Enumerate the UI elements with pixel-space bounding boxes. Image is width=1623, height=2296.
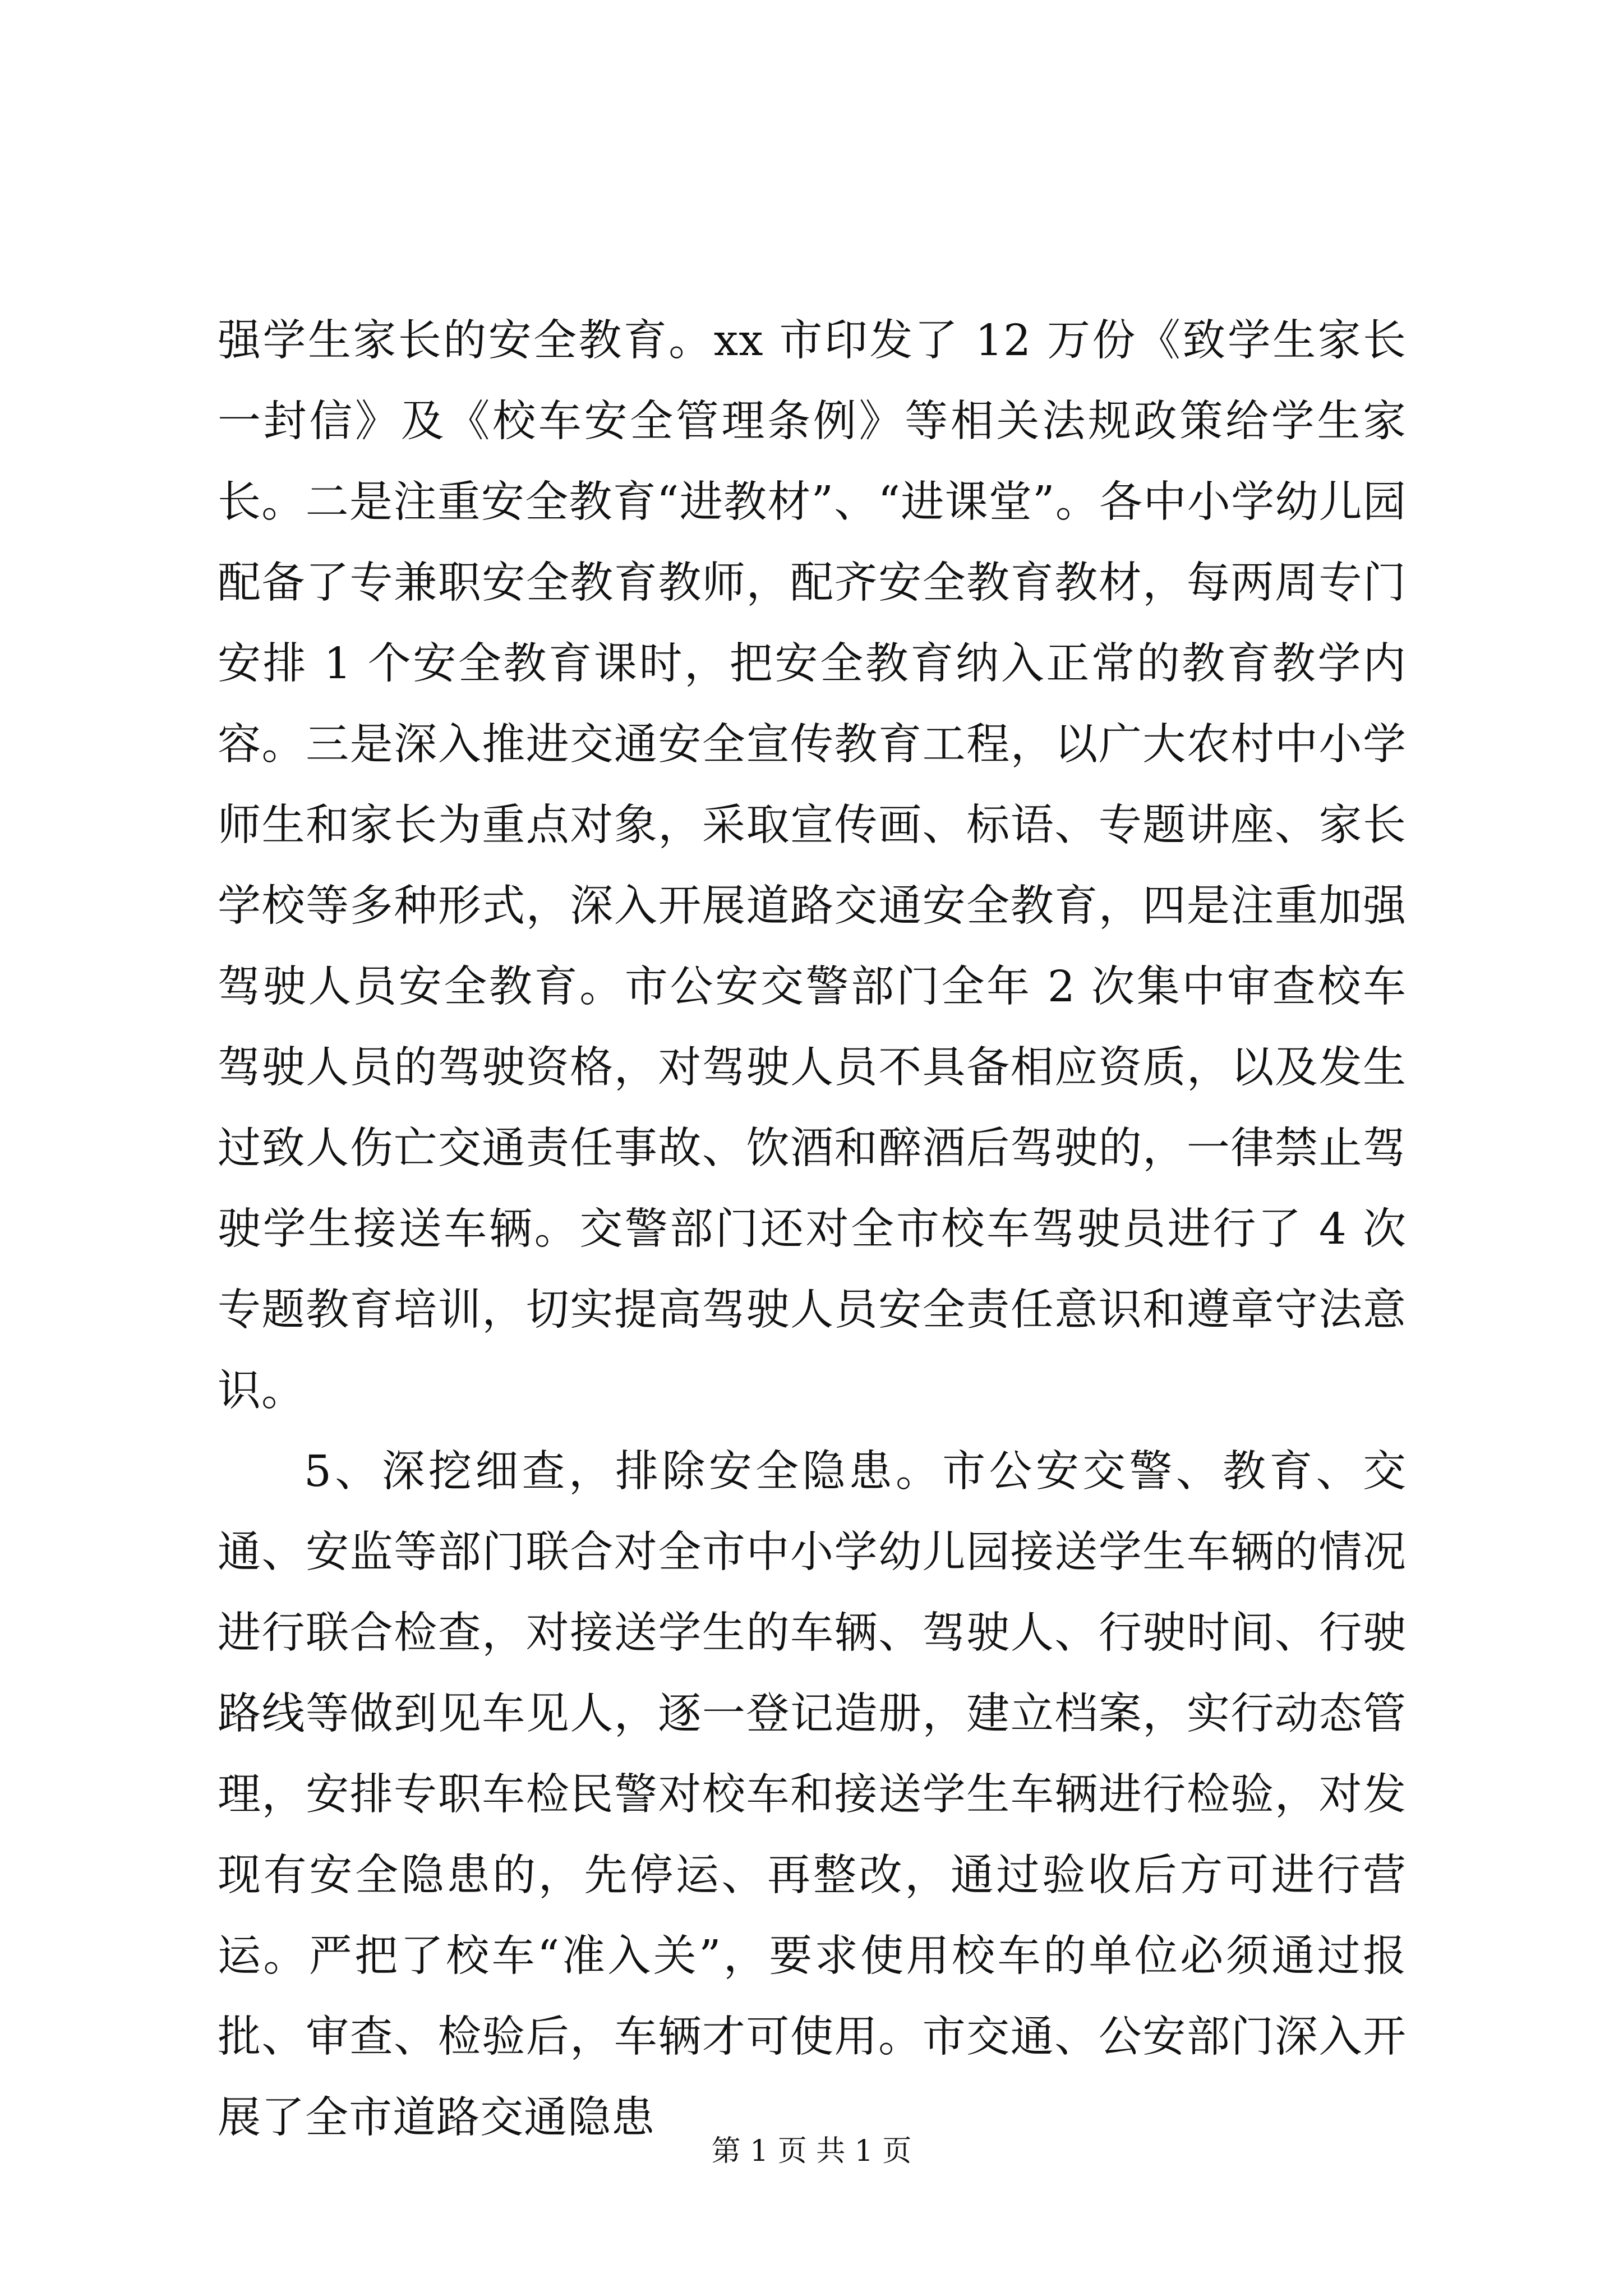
paragraph-2: 5、深挖细查，排除安全隐患。市公安交警、教育、交通、安监等部门联合对全市中小学幼儿园接送学生车辆的情况进行联合检查，对接送学生的车辆、驾驶人、行驶时间、行驶路线等做到见车见人，逐一登记造册，建立档案，实行动态管理，安排专职车检民警对校车和接送学生车辆进行检验，对发现有安全隐患的，先停运、再整改，通过验收后方可进行营运。严把了校车“准入关”，要求使用校车的单位必须通过报批、审查、检验后，车辆才可使用。市交通、公安部门深入开展了全市道路交通隐患 (218, 1447, 1407, 2143)
page-footer: 第 1 页 共 1 页 (711, 2134, 912, 2168)
document-body (218, 301, 1407, 2159)
paragraph-1: 强学生家长的安全教育。xx 市印发了 12 万份《致学生家长一封信》及《校车安全管理条例》等相关法规政策给学生家长。二是注重安全教育“进教材”、“进课堂”。各中小学幼儿园配备了专兼职安全教育教师，配齐安全教育教材，每两周专门安排 1 个安全教育课时，把安全教育纳入正常的教育教学内容。三是深入推进交通安全宣传教育工程，以广大农村中小学师生和家长为重点对象，采取宣传画、标语、专题讲座、家长学校等多种形式，深入开展道路交通安全教育，四是注重加强驾驶人员安全教育。市公安交警部门全年 2 次集中审查校车驾驶人员的驾驶资格，对驾驶人员不具备相应资质，以及发生过致人伤亡交通责任事故、饮酒和醉酒后驾驶的，一律禁止驾驶学生接送车辆。交警部门还对全市校车驾驶员进行了 4 次专题教育培训，切实提高驾驶人员安全责任意识和遵章守法意识。 (218, 316, 1407, 1416)
